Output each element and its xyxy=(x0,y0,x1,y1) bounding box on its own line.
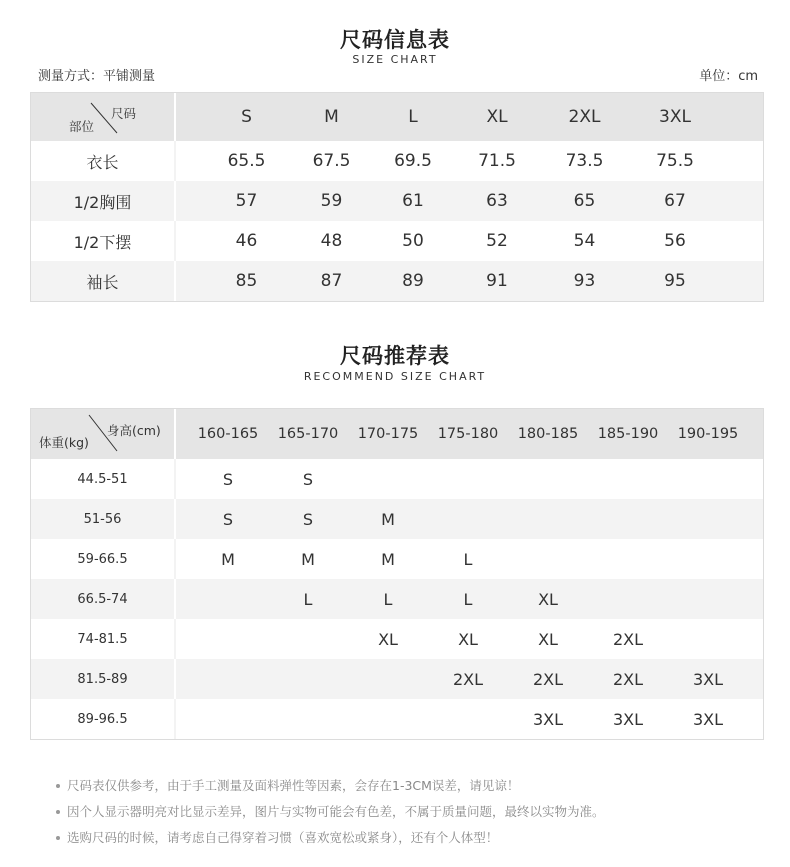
table-row xyxy=(31,579,763,619)
size-header-row xyxy=(31,93,763,141)
table-cell: 67 xyxy=(664,191,686,211)
row-label: 74-81.5 xyxy=(31,619,176,659)
table-cell: 2XL xyxy=(532,669,564,689)
size-chart-subtitle: SIZE CHART xyxy=(352,53,438,66)
row-label: 1/2下摆 xyxy=(31,221,176,261)
table-cell xyxy=(188,699,268,739)
height-header: 180-185 xyxy=(517,426,579,442)
table-cell: 52 xyxy=(486,231,508,251)
table-row xyxy=(31,699,763,739)
table-cell: S xyxy=(302,509,314,529)
row-label: 衣长 xyxy=(31,141,176,181)
table-cell xyxy=(348,699,428,739)
corner-size-label: 尺码 xyxy=(111,106,137,121)
row-label: 66.5-74 xyxy=(31,579,176,619)
height-header: 170-175 xyxy=(357,426,419,442)
row-label: 59-66.5 xyxy=(31,539,176,579)
table-cell: 61 xyxy=(402,191,424,211)
table-cell xyxy=(508,499,588,539)
corner-cell xyxy=(31,409,176,459)
table-cell: 67.5 xyxy=(312,151,351,171)
table-cell: 3XL xyxy=(532,709,564,729)
table-row xyxy=(31,221,763,261)
height-header: 185-190 xyxy=(597,426,659,442)
table-cell: 48 xyxy=(320,231,343,251)
table-cell: M xyxy=(301,549,315,569)
table-cell xyxy=(508,539,588,579)
table-row xyxy=(31,261,763,301)
table-cell: 56 xyxy=(664,231,686,251)
note-text: 选购尺码的时候，请考虑自己得穿着习惯（喜欢宽松或紧身），还有个人体型！ xyxy=(67,830,499,845)
size-chart-table xyxy=(30,92,764,302)
table-row xyxy=(31,141,763,181)
table-cell: 73.5 xyxy=(565,151,604,171)
note-text: 尺码表仅供参考，由于手工测量及面料弹性等因素，会存在1-3CM误差，请见谅！ xyxy=(67,778,520,793)
table-cell: XL xyxy=(458,629,478,649)
size-header: 2XL xyxy=(568,107,601,127)
size-header: 3XL xyxy=(659,107,691,127)
table-cell: L xyxy=(463,549,473,569)
table-cell: 3XL xyxy=(692,669,724,689)
table-cell: 69.5 xyxy=(394,151,432,171)
note-item xyxy=(56,773,605,799)
table-cell xyxy=(428,459,508,499)
table-cell: 2XL xyxy=(452,669,484,689)
table-cell: 95 xyxy=(664,271,686,291)
table-cell xyxy=(188,619,268,659)
table-cell: 57 xyxy=(235,191,258,211)
table-cell: 46 xyxy=(235,231,258,251)
row-label: 1/2胸围 xyxy=(31,181,176,221)
table-cell: 93 xyxy=(573,271,596,291)
measure-method: 测量方式：平铺测量 xyxy=(38,69,156,84)
table-cell: 87 xyxy=(320,271,343,291)
table-cell: S xyxy=(222,469,234,489)
table-cell xyxy=(268,699,348,739)
table-cell xyxy=(588,539,668,579)
size-header: XL xyxy=(486,107,508,127)
table-cell xyxy=(588,579,668,619)
table-cell: 65 xyxy=(573,191,596,211)
table-cell: L xyxy=(463,589,473,609)
height-header: 175-180 xyxy=(437,426,499,442)
table-cell: 2XL xyxy=(612,629,644,649)
table-cell: L xyxy=(303,589,313,609)
table-cell: 71.5 xyxy=(478,151,516,171)
table-cell: L xyxy=(383,589,393,609)
table-cell xyxy=(508,459,588,499)
row-label: 81.5-89 xyxy=(31,659,176,699)
corner-cell xyxy=(31,93,176,141)
table-cell xyxy=(588,459,668,499)
table-cell xyxy=(588,499,668,539)
table-cell xyxy=(188,659,268,699)
corner-height-label: 身高(cm) xyxy=(107,423,161,438)
note-item xyxy=(56,799,605,825)
notes-list xyxy=(56,773,605,851)
size-header: L xyxy=(408,107,418,127)
corner-weight-label: 体重(kg) xyxy=(39,435,89,450)
table-cell xyxy=(348,459,428,499)
table-cell: 91 xyxy=(486,271,508,291)
table-cell: 50 xyxy=(402,231,424,251)
table-cell: 89 xyxy=(402,271,424,291)
table-cell xyxy=(428,699,508,739)
table-cell: M xyxy=(381,509,395,529)
row-label: 袖长 xyxy=(31,261,176,301)
height-header: 165-170 xyxy=(277,426,339,442)
bullet-icon xyxy=(56,784,60,788)
table-cell: 75.5 xyxy=(656,151,694,171)
table-cell: XL xyxy=(538,589,558,609)
table-cell: 85 xyxy=(235,271,258,291)
table-row xyxy=(31,499,763,539)
table-cell xyxy=(668,459,748,499)
bullet-icon xyxy=(56,810,60,814)
table-cell: S xyxy=(222,509,234,529)
row-label: 89-96.5 xyxy=(31,699,176,739)
size-header: M xyxy=(324,107,339,127)
table-cell: 2XL xyxy=(612,669,644,689)
height-header-row xyxy=(31,409,763,459)
table-cell xyxy=(668,539,748,579)
height-header: 190-195 xyxy=(677,426,739,442)
table-cell xyxy=(668,579,748,619)
row-label: 51-56 xyxy=(31,499,176,539)
height-header: 160-165 xyxy=(197,426,259,442)
table-cell xyxy=(348,659,428,699)
table-row xyxy=(31,539,763,579)
size-chart-title: 尺码信息表 xyxy=(340,28,450,52)
table-cell xyxy=(188,579,268,619)
note-item xyxy=(56,825,605,851)
table-cell xyxy=(268,659,348,699)
table-cell: 63 xyxy=(486,191,508,211)
table-cell: XL xyxy=(538,629,558,649)
unit-label: 单位：cm xyxy=(699,69,758,84)
bullet-icon xyxy=(56,836,60,840)
table-cell xyxy=(668,499,748,539)
table-row xyxy=(31,659,763,699)
table-row xyxy=(31,619,763,659)
corner-part-label: 部位 xyxy=(69,119,95,134)
table-cell: 65.5 xyxy=(227,151,266,171)
row-label: 44.5-51 xyxy=(31,459,176,499)
table-cell: M xyxy=(381,549,395,569)
recommend-chart-table xyxy=(30,408,764,740)
table-cell: S xyxy=(302,469,314,489)
size-header: S xyxy=(241,107,252,127)
table-cell: 3XL xyxy=(612,709,644,729)
recommend-chart-title: 尺码推荐表 xyxy=(340,344,450,368)
table-cell: 3XL xyxy=(692,709,724,729)
table-cell: 59 xyxy=(320,191,343,211)
recommend-chart-subtitle: RECOMMEND SIZE CHART xyxy=(303,370,487,383)
table-cell xyxy=(428,499,508,539)
diagonal-divider xyxy=(31,93,176,141)
table-cell: M xyxy=(221,549,235,569)
note-text: 因个人显示器明亮对比显示差异，图片与实物可能会有色差，不属于质量问题，最终以实物为准。 xyxy=(67,804,605,819)
table-row xyxy=(31,181,763,221)
table-cell: XL xyxy=(378,629,398,649)
table-row xyxy=(31,459,763,499)
table-cell xyxy=(668,619,748,659)
table-cell: 54 xyxy=(573,231,596,251)
table-cell xyxy=(268,619,348,659)
